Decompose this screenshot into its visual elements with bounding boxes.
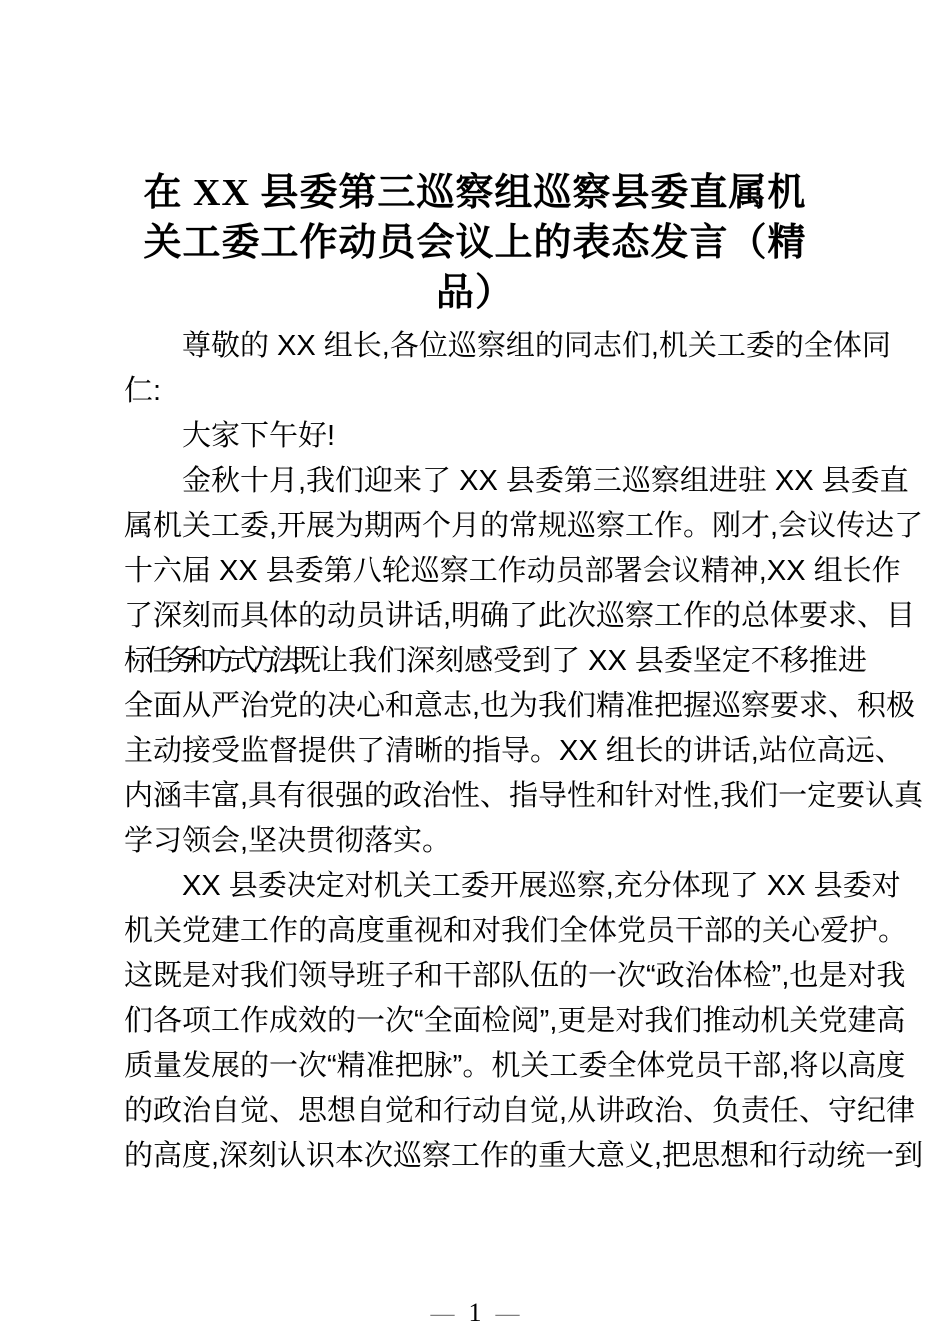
text-run: XX 县委决定对机关工委开展巡察,充分体现了 XX 县委对 xyxy=(182,870,901,902)
text-line xyxy=(124,729,904,774)
text-line xyxy=(124,909,908,954)
title-line: 品） xyxy=(435,272,514,314)
text-run: 机关党建工作的高度重视和对我们全体党员干部的关心爱护。 xyxy=(124,915,908,947)
page-number: 1 xyxy=(468,1298,482,1327)
text-run: 尊敬的 XX 组长,各位巡察组的同志们,机关工委的全体同 xyxy=(182,330,891,362)
text-line xyxy=(124,819,826,864)
text-run: 金秋十月,我们迎来了 XX 县委第三巡察组进驻 XX 县委直 xyxy=(182,465,909,497)
title-line: 在 XX 县委第三巡察组巡察县委直属机 xyxy=(143,172,807,214)
footer-dash-left: — xyxy=(430,1301,455,1327)
text-run: 质量发展的一次“精准把脉”。机关工委全体党员干部,将以高度 xyxy=(124,1050,906,1082)
text-line xyxy=(124,639,867,684)
text-run: 十六届 XX 县委第八轮巡察工作动员部署会议精神,XX 组长作 xyxy=(124,555,901,587)
text-line xyxy=(124,369,826,414)
text-run: 大家下午好! xyxy=(182,420,336,452)
text-line xyxy=(124,1134,924,1179)
text-line xyxy=(124,1044,906,1089)
text-run: 的高度,深刻认识本次巡察工作的重大意义,把思想和行动统一到 xyxy=(124,1140,924,1172)
text-run: 仁: xyxy=(124,375,162,407)
text-line xyxy=(124,1089,916,1134)
document-body xyxy=(124,324,924,1179)
title-line: 关工委工作动员会议上的表态发言（精 xyxy=(143,222,807,264)
text-run: 们各项工作成效的一次“全面检阅”,更是对我们推动机关党建高 xyxy=(124,1005,906,1037)
page-footer xyxy=(0,1298,950,1328)
text-run: 的政治自觉、思想自觉和行动自觉,从讲政治、负责任、守纪律 xyxy=(124,1095,916,1127)
text-run: 内涵丰富,具有很强的政治性、指导性和针对性,我们一定要认真 xyxy=(124,780,924,812)
text-line xyxy=(124,504,924,549)
text-line xyxy=(124,594,916,639)
text-run: 了深刻而具体的动员讲话,明确了此次巡察工作的总体要求、目 xyxy=(124,600,916,632)
text-run: 让我们深刻感受到了 XX 县委坚定不移推进 xyxy=(319,645,867,677)
overlapped-text-run: 标任务和方式方法,既 xyxy=(124,645,314,677)
text-line xyxy=(124,954,906,999)
text-run: 主动接受监督提供了清晰的指导。XX 组长的讲话,站位高远、 xyxy=(124,735,904,767)
text-run: 属机关工委,开展为期两个月的常规巡察工作。刚才,会议传达了 xyxy=(124,510,924,542)
text-line xyxy=(124,864,901,909)
text-line xyxy=(124,999,906,1044)
text-run: 学习领会,坚决贯彻落实。 xyxy=(124,825,452,857)
text-line xyxy=(124,414,826,459)
text-run: 这既是对我们领导班子和干部队伍的一次“政治体检”,也是对我 xyxy=(124,960,906,992)
text-line xyxy=(124,684,916,729)
text-line xyxy=(124,459,909,504)
text-line xyxy=(124,324,891,369)
text-run: 全面从严治党的决心和意志,也为我们精准把握巡察要求、积极 xyxy=(124,690,916,722)
document-title xyxy=(124,168,826,318)
footer-dash-right: — xyxy=(495,1301,520,1327)
text-line xyxy=(124,549,901,594)
text-line xyxy=(124,774,924,819)
